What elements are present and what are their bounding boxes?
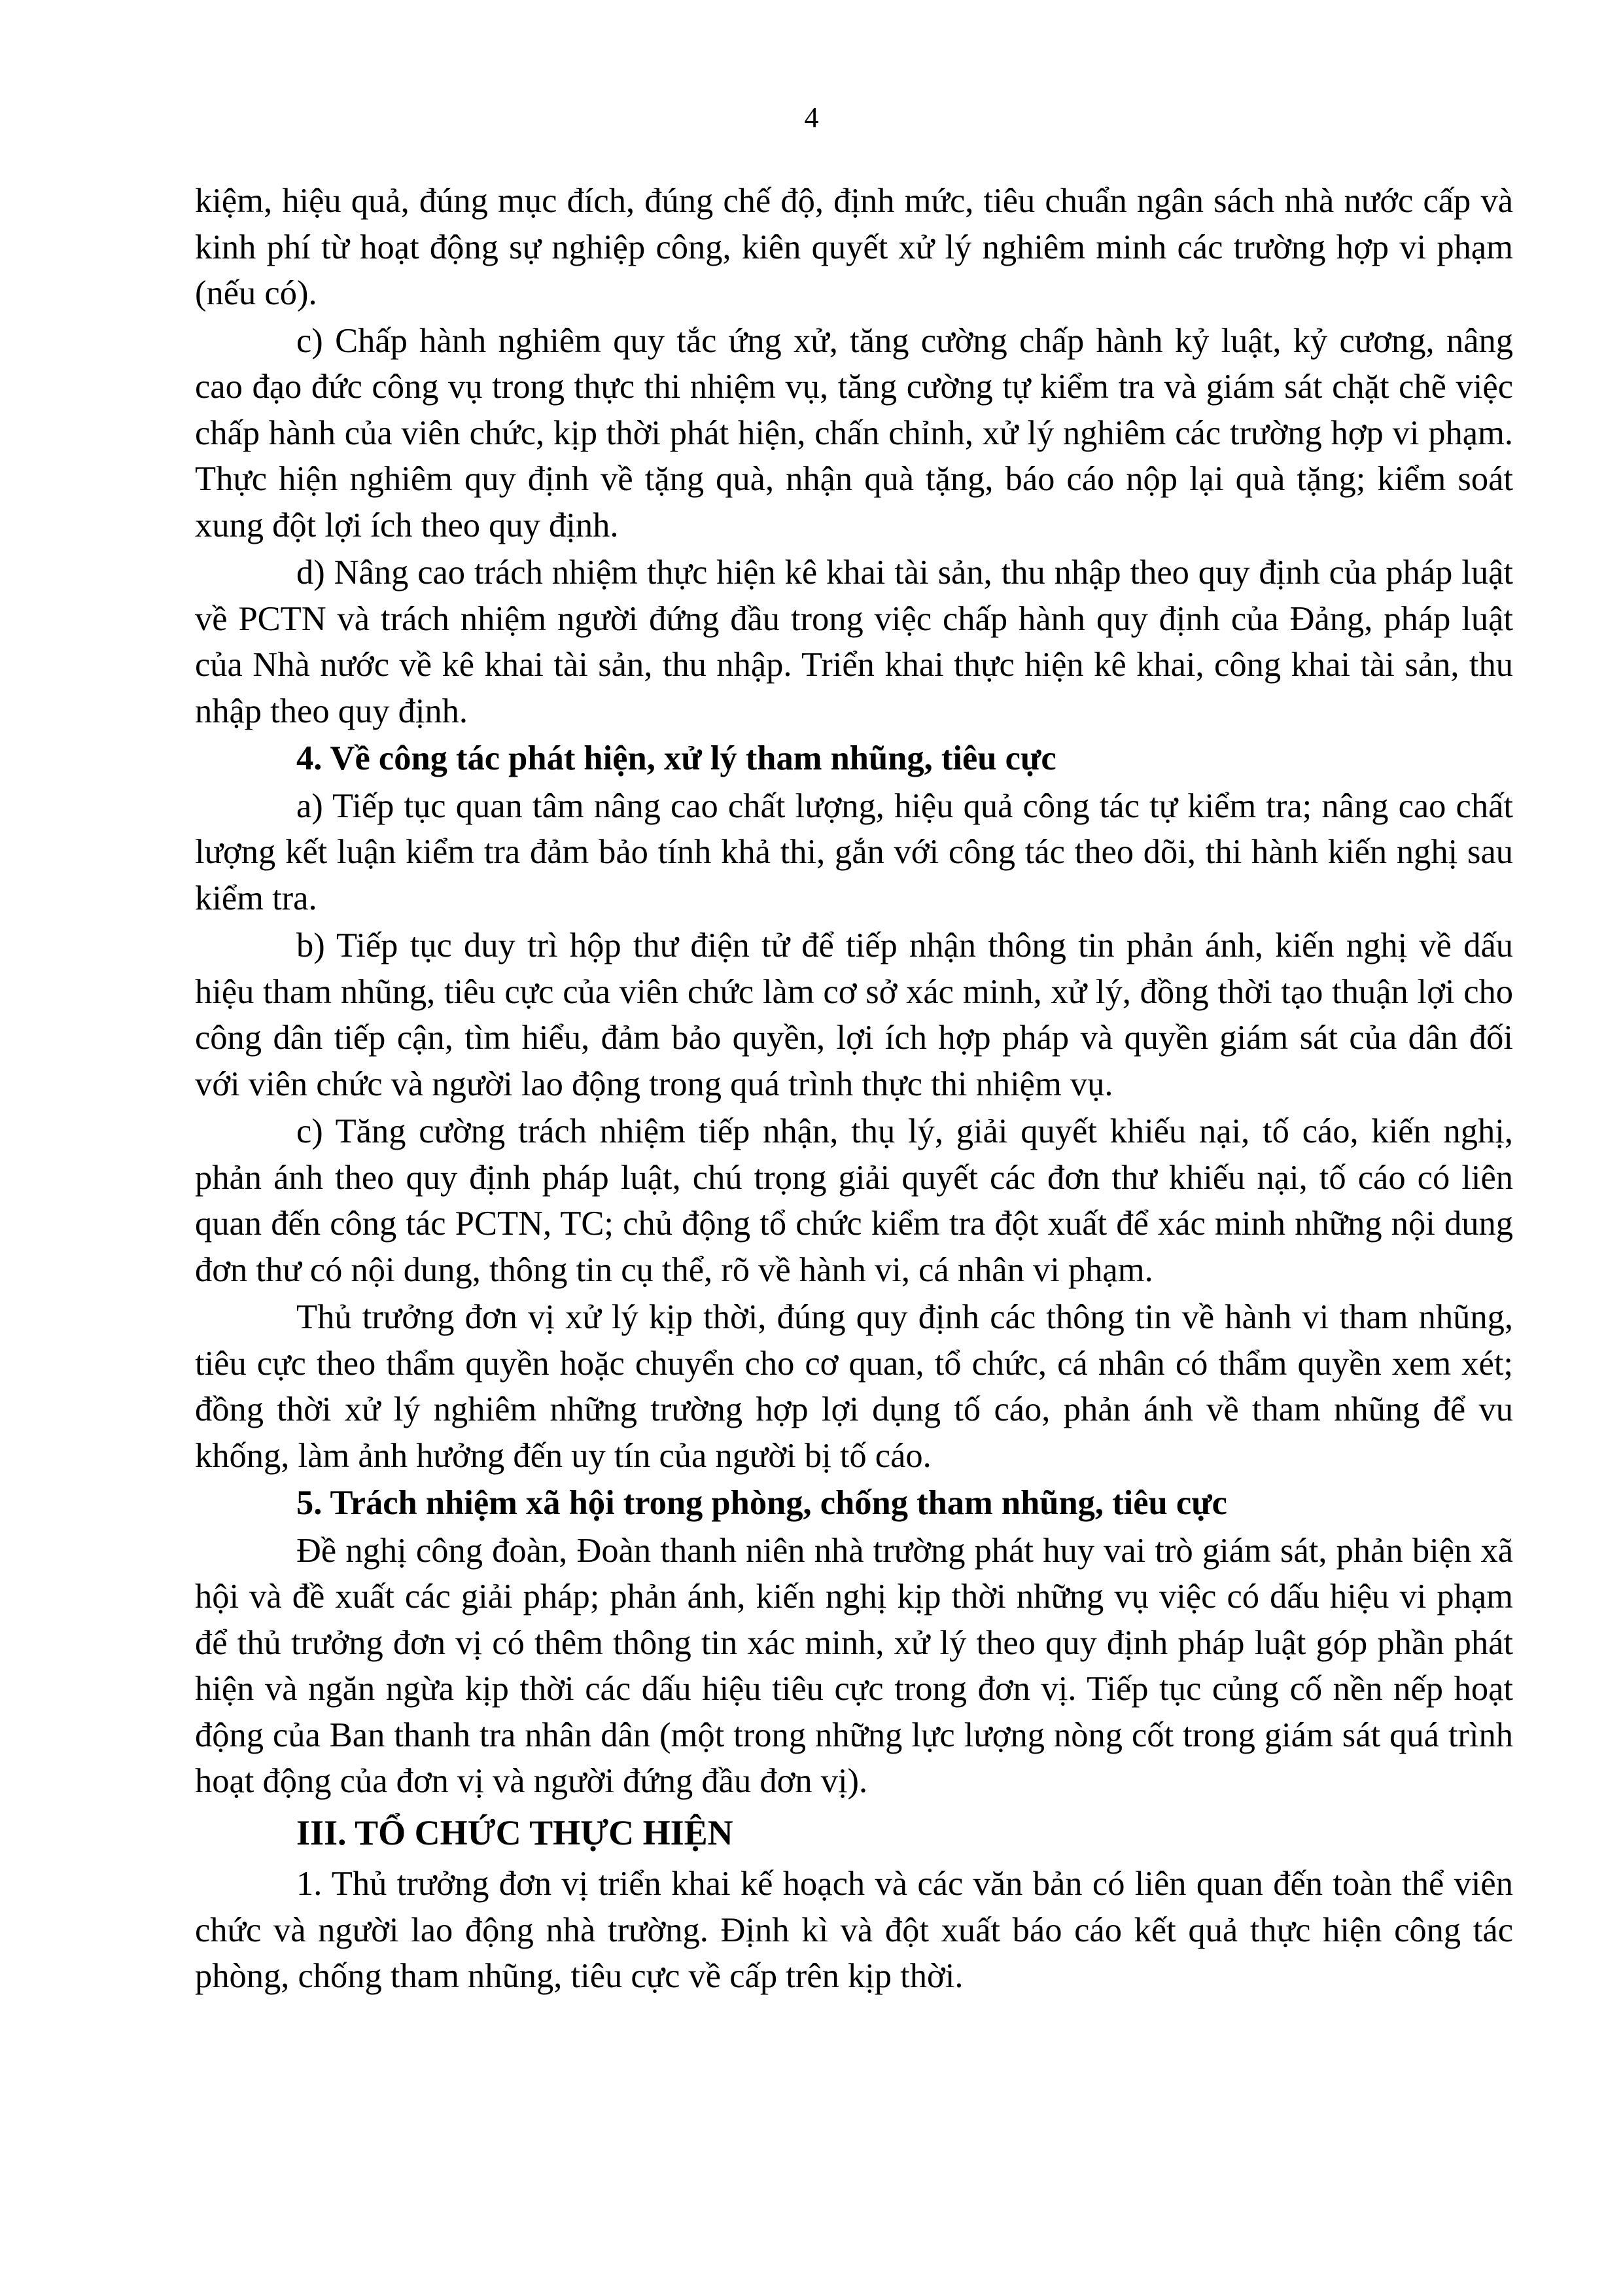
paragraph-continued: kiệm, hiệu quả, đúng mục đích, đúng chế độ, định mức, tiêu chuẩn ngân sách nhà nước cấp và kinh phí từ hoạt động sự nghiệp công, kiên quyết xử lý nghiêm minh các trường hợp vi phạm (nếu có). (195, 182, 1513, 312)
paragraph-4-head-of-unit: Thủ trưởng đơn vị xử lý kịp thời, đúng quy định các thông tin về hành vi tham nhũng, tiêu cực theo thẩm quyền hoặc chuyển cho cơ quan, tổ chức, cá nhân có thẩm quyền xem xét; đồng thời xử lý nghiêm những trường hợp lợi dụng tố cáo, phản ánh về tham nhũng để vu khống, làm ảnh hưởng đến uy tín của người bị tố cáo. (195, 1298, 1513, 1475)
paragraph-5: Đề nghị công đoàn, Đoàn thanh niên nhà trường phát huy vai trò giám sát, phản biện xã hội và đề xuất các giải pháp; phản ánh, kiến nghị kịp thời những vụ việc có dấu hiệu vi phạm để thủ trưởng đơn vị có thêm thông tin xác minh, xử lý theo quy định pháp luật góp phần phát hiện và ngăn ngừa kịp thời các dấu hiệu tiêu cực trong đơn vị. Tiếp tục củng cố nền nếp hoạt động của Ban thanh tra nhân dân (một trong những lực lượng nòng cốt trong giám sát quá trình hoạt động của đơn vị và người đứng đầu đơn vị). (195, 1531, 1513, 1800)
paragraph-4c: c) Tăng cường trách nhiệm tiếp nhận, thụ lý, giải quyết khiếu nại, tố cáo, kiến nghị, phản ánh theo quy định pháp luật, chú trọng giải quyết các đơn thư khiếu nại, tố cáo có liên quan đến công tác PCTN, TC; chủ động tổ chức kiểm tra đột xuất để xác minh những nội dung đơn thư có nội dung, thông tin cụ thể, rõ về hành vi, cá nhân vi phạm. (195, 1112, 1513, 1289)
heading-section-III: III. TỔ CHỨC THỰC HIỆN (296, 1812, 733, 1852)
paragraph-4b: b) Tiếp tục duy trì hộp thư điện tử để tiếp nhận thông tin phản ánh, kiến nghị về dấu hiệu tham nhũng, tiêu cực của viên chức làm cơ sở xác minh, xử lý, đồng thời tạo thuận lợi cho công dân tiếp cận, tìm hiểu, đảm bảo quyền, lợi ích hợp pháp và quyền giám sát của dân đối với viên chức và người lao động trong quá trình thực thi nhiệm vụ. (195, 927, 1513, 1103)
paragraph-III-1: 1. Thủ trưởng đơn vị triển khai kế hoạch và các văn bản có liên quan đến toàn thể viên chức và người lao động nhà trường. Định kì và đột xuất báo cáo kết quả thực hiện công tác phòng, chống tham nhũng, tiêu cực về cấp trên kịp thời. (195, 1865, 1513, 1995)
document-body (195, 178, 1513, 2001)
heading-section-5: 5. Trách nhiệm xã hội trong phòng, chống tham nhũng, tiêu cực (296, 1484, 1227, 1522)
paragraph-3c: c) Chấp hành nghiêm quy tắc ứng xử, tăng cường chấp hành kỷ luật, kỷ cương, nâng cao đạo đức công vụ trong thực thi nhiệm vụ, tăng cường tự kiểm tra và giám sát chặt chẽ việc chấp hành của viên chức, kịp thời phát hiện, chấn chỉnh, xử lý nghiêm các trường hợp vi phạm. Thực hiện nghiêm quy định về tặng quà, nhận quà tặng, báo cáo nộp lại quà tặng; kiểm soát xung đột lợi ích theo quy định. (195, 321, 1513, 544)
page-number: 4 (804, 101, 819, 133)
paragraph-4a: a) Tiếp tục quan tâm nâng cao chất lượng, hiệu quả công tác tự kiểm tra; nâng cao chất lượng kết luận kiểm tra đảm bảo tính khả thi, gắn với công tác theo dõi, thi hành kiến nghị sau kiểm tra. (195, 786, 1513, 917)
paragraph-3d: d) Nâng cao trách nhiệm thực hiện kê khai tài sản, thu nhập theo quy định của pháp luật về PCTN và trách nhiệm người đứng đầu trong việc chấp hành quy định của Đảng, pháp luật của Nhà nước về kê khai tài sản, thu nhập. Triển khai thực hiện kê khai, công khai tài sản, thu nhập theo quy định. (195, 554, 1513, 730)
heading-section-4: 4. Về công tác phát hiện, xử lý tham nhũng, tiêu cực (296, 739, 1056, 777)
